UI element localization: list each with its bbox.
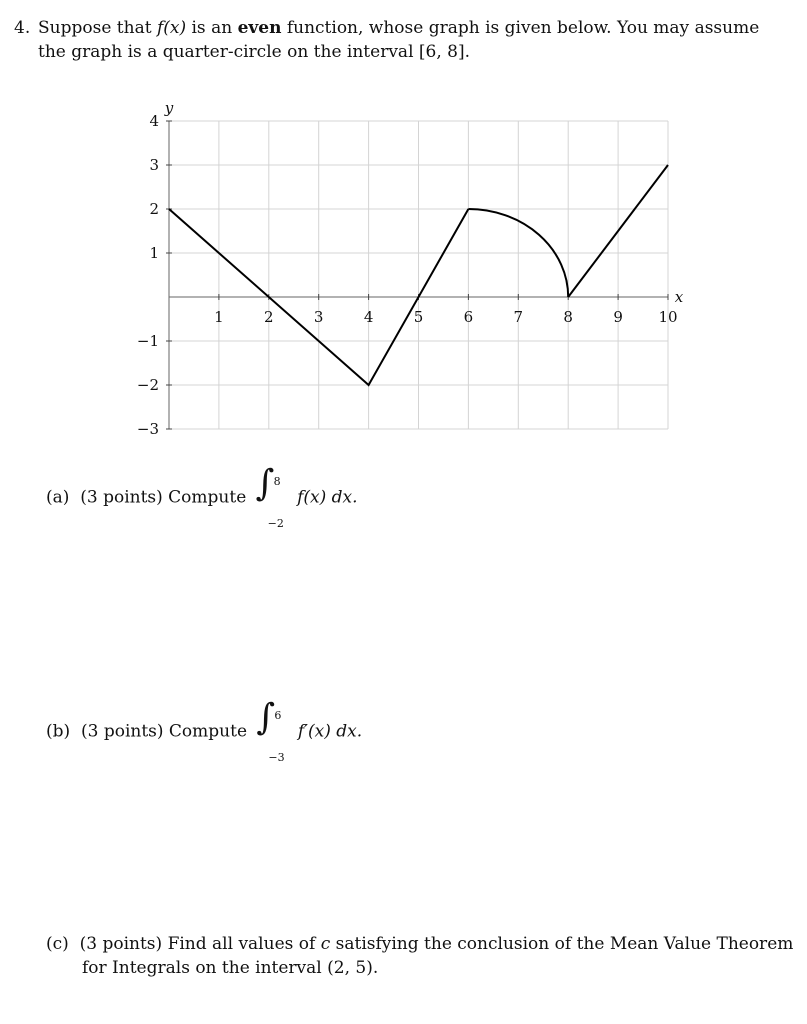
stmt-text-a: Suppose that — [38, 18, 157, 38]
stmt-line2-a: the graph is a quarter-circle on the interval — [38, 42, 419, 62]
part-a-label: (a) — [46, 487, 70, 508]
part-c — [46, 932, 796, 980]
part-c-var: c — [320, 934, 331, 954]
y-tick-label: −3 — [136, 420, 159, 438]
integral-sign-a: ∫ 8 −2 — [252, 478, 292, 518]
part-a-integrand: f(x) dx. — [297, 487, 358, 508]
y-tick-label: −1 — [136, 332, 159, 350]
y-tick-label: 1 — [149, 244, 159, 262]
x-tick-label: 9 — [613, 308, 623, 326]
stmt-interval: [6, 8] — [418, 42, 465, 62]
part-b-lower-limit: −3 — [268, 751, 285, 764]
x-tick-label: 4 — [363, 308, 374, 326]
part-c-line2-a: for Integrals on the interval — [82, 958, 328, 978]
fx-symbol: f(x) — [156, 18, 187, 38]
part-b — [46, 697, 363, 764]
part-a-text: Compute — [168, 487, 247, 508]
part-c-interval: (2, 5) — [327, 958, 373, 978]
y-axis-label: y — [164, 99, 174, 117]
part-b-points: (3 points) — [80, 721, 164, 742]
x-tick-label: 2 — [264, 308, 274, 326]
stmt-text-b: is an — [186, 18, 238, 38]
part-a-points: (3 points) — [80, 487, 163, 508]
part-c-line2-end: . — [372, 958, 379, 978]
part-c-text-a: Find all values of — [167, 934, 321, 954]
part-b-text: Compute — [168, 721, 248, 742]
x-tick-label: 10 — [658, 308, 678, 326]
y-tick-label: 4 — [149, 112, 159, 130]
y-tick-label: 2 — [149, 200, 159, 218]
part-a — [46, 463, 358, 530]
y-tick-label: 3 — [149, 156, 159, 174]
part-c-points: (3 points) — [79, 934, 163, 954]
part-c-label: (c) — [46, 934, 69, 954]
problem-number: 4. — [14, 18, 31, 38]
stmt-text-c: function, whose graph is given below. You may assume — [281, 18, 760, 38]
part-b-upper-limit: 6 — [274, 709, 282, 722]
part-b-label: (b) — [46, 721, 71, 742]
x-tick-label: 5 — [413, 308, 424, 326]
part-b-integrand: f′(x) dx. — [297, 721, 363, 742]
x-tick-label: 1 — [214, 308, 224, 326]
even-word: even — [237, 18, 282, 38]
stmt-line2-end: . — [464, 42, 471, 62]
y-tick-label: −2 — [136, 376, 159, 394]
part-c-line2 — [46, 956, 796, 980]
x-tick-label: 7 — [513, 308, 524, 326]
part-a-upper-limit: 8 — [273, 475, 281, 488]
x-tick-label: 3 — [313, 308, 324, 326]
function-graph — [0, 0, 807, 470]
x-tick-label: 8 — [563, 308, 573, 326]
x-axis-label: x — [674, 288, 684, 306]
part-c-text-b: satisfying the conclusion of the Mean Value Theorem — [330, 934, 794, 954]
integral-sign-b: ∫ 6 −3 — [252, 712, 292, 752]
x-tick-label: 6 — [463, 308, 474, 326]
part-a-lower-limit: −2 — [267, 517, 284, 530]
